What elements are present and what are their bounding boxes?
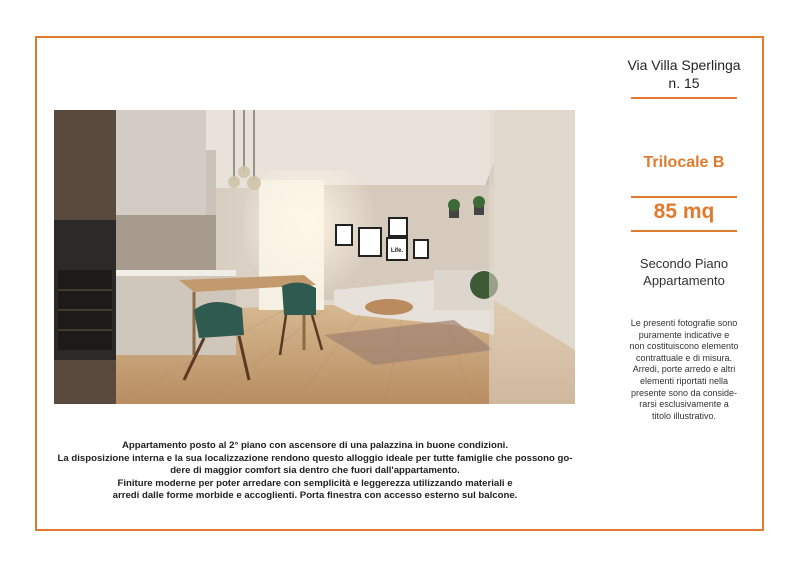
description-line: arredi dalle forme morbide e accoglienti. Porta finestra con accesso esterno sul balcone. <box>112 490 518 502</box>
divider-area-top <box>631 196 737 198</box>
address-street: Via Villa Sperlinga <box>627 57 741 73</box>
photo-print-life: Life. <box>390 248 404 254</box>
description-line: La disposizione interna e la sua localizzazione rendono questo alloggio ideale per tutte famiglie che possono go- <box>57 452 573 464</box>
divider-area-bottom <box>631 230 737 232</box>
disclaimer-line: puramente indicative e <box>638 329 730 340</box>
address-number: n. 15 <box>668 75 700 91</box>
divider-top <box>631 97 737 99</box>
property-description <box>50 440 580 503</box>
info-sidebar <box>604 36 764 531</box>
description-line: Finiture moderne per poter arredare con semplicità e leggerezza utilizzando materiali e <box>117 477 513 489</box>
disclaimer-line: contrattuale e di misura. <box>635 352 733 363</box>
unit-area: 85 mq <box>653 200 715 223</box>
disclaimer-line: Le presenti fotografie sono <box>630 318 738 328</box>
disclaimer-line: Arredi, porte arredo e altri <box>632 364 736 375</box>
disclaimer-line: titolo illustrativo. <box>651 410 717 421</box>
interior-photo <box>54 110 575 404</box>
floor-level: Secondo Piano <box>639 256 729 271</box>
disclaimer-line: elementi riportati nella <box>639 375 729 386</box>
unit-type: Trilocale B <box>643 154 725 171</box>
disclaimer-text <box>628 318 740 422</box>
property-category: Appartamento <box>643 273 725 288</box>
disclaimer-line: presente sono da conside- <box>630 387 738 398</box>
description-line: dere di maggior comfort sia dentro che fuori dall'appartamento. <box>170 465 460 477</box>
disclaimer-line: non costituiscono elemento <box>629 341 739 352</box>
disclaimer-line: rarsi esclusivamente a <box>639 399 729 410</box>
description-line: Appartamento posto al 2° piano con ascensore di una palazzina in buone condizioni. <box>121 440 509 451</box>
